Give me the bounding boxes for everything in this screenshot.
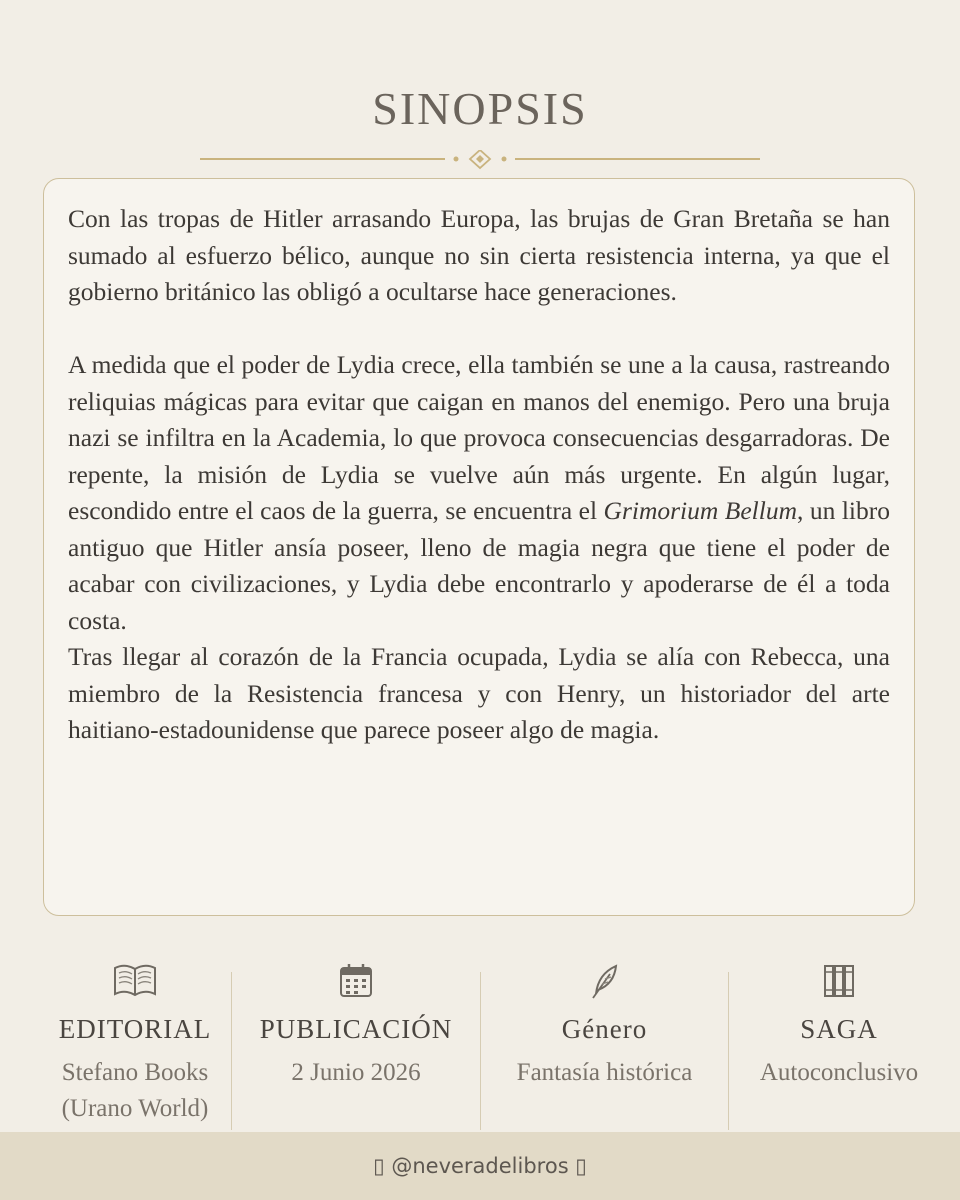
editorial-value: Stefano Books (Urano World) [61, 1059, 209, 1122]
synopsis-paragraph-2: A medida que el poder de Lydia crece, ella también se une a la causa, rastreando reliquias mágicas para evitar que caigan en manos del enemigo. Pero una bruja nazi se infiltra en la Academia, lo que provoca consecuencias desgarradoras. De repente, la misión de Lydia se vuelve aún más urgente. En algún lugar, escondido entre el caos de la guerra, se encuentra el Grimorium Bellum, un libro antiguo que Hitler ansía poseer, lleno de magia negra que tiene el poder de acabar con civilizaciones, y Lydia debe encontrarlo y apoderarse de él a toda costa. [68, 350, 890, 635]
synopsis-paragraph-3: Tras llegar al corazón de la Francia ocupada, Lydia se alía con Rebecca, una miembro de la Resistencia francesa y con Henry, un historiador del arte haitiano-estadounidense que parece poseer algo de magia. [68, 642, 890, 744]
books-icon [823, 960, 855, 1000]
calendar-icon [339, 960, 373, 1000]
book-title-italic: Grimorium Bellum [603, 496, 797, 525]
info-genero [481, 960, 728, 1132]
synopsis-card [43, 178, 915, 916]
book-info-row [0, 960, 960, 1132]
page-title: SINOPSIS [372, 83, 588, 134]
genero-label: Género [561, 1014, 648, 1044]
editorial-label: EDITORIAL [58, 1014, 212, 1044]
synopsis-paragraph-1: Con las tropas de Hitler arrasando Europa, las brujas de Gran Bretaña se han sumado al esfuerzo bélico, aunque no sin cierta resistencia interna, ya que el gobierno británico las obligó a ocultarse hace generaciones. [68, 204, 890, 306]
saga-value: Autoconclusivo [759, 1059, 919, 1086]
ornament-divider [200, 150, 760, 172]
info-publicacion [232, 960, 480, 1132]
info-editorial [40, 960, 230, 1132]
open-book-icon [112, 960, 158, 1000]
footer-social-handle[interactable]: ▯ @neveradelibros ▯ [0, 1132, 960, 1200]
genero-value: Fantasía histórica [516, 1059, 693, 1086]
feather-icon [590, 960, 620, 1000]
saga-label: SAGA [800, 1014, 878, 1044]
publicacion-label: PUBLICACIÓN [259, 1014, 453, 1044]
info-saga [729, 960, 949, 1132]
publicacion-value: 2 Junio 2026 [291, 1059, 421, 1086]
